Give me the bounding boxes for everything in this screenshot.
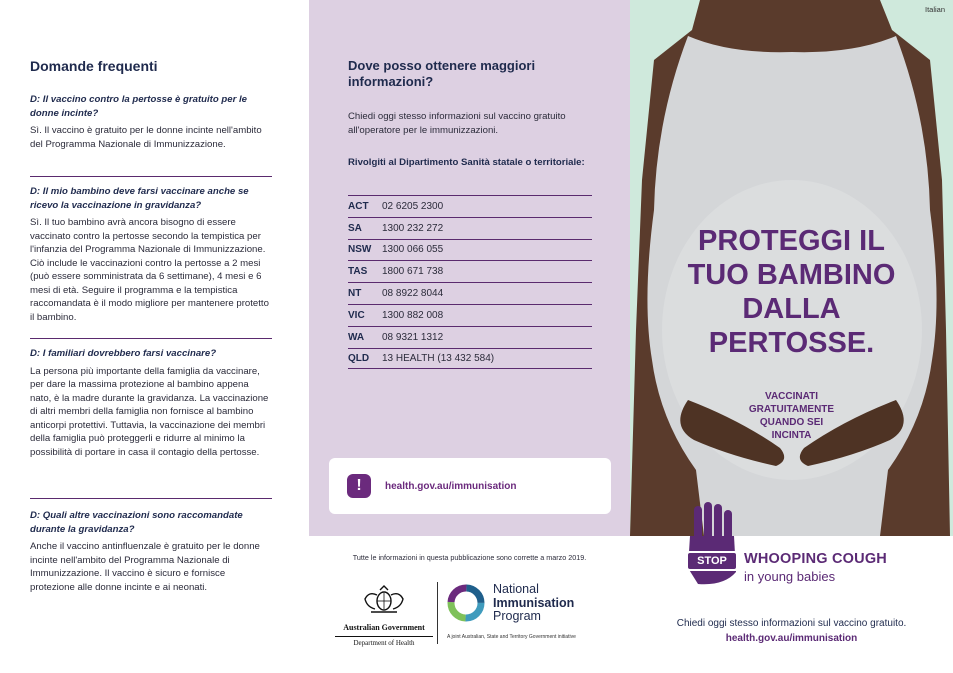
state-code: ACT: [348, 200, 369, 212]
state-row: [348, 217, 592, 239]
state-row: [348, 195, 592, 217]
state-row: [348, 348, 592, 370]
headline-line: PERTOSSE.: [708, 327, 875, 359]
language-label: Italian: [924, 5, 945, 14]
faq-question: D: I familiari dovrebbero farsi vaccinare?: [30, 348, 217, 359]
nip-line: Immunisation: [493, 595, 575, 610]
state-phone: 1300 882 008: [382, 309, 444, 321]
accuracy-note: Tutte le informazioni in questa pubblicazione sono corrette a marzo 2019.: [352, 553, 587, 562]
info-title: Dove posso ottenere maggiori informazioni?: [348, 58, 536, 89]
headline: [630, 224, 953, 360]
faq-divider: [30, 338, 272, 339]
coat-of-arms-icon: [361, 585, 407, 615]
faq-item: [30, 509, 272, 594]
info-panel: [309, 0, 630, 673]
subheadline-line: INCINTA: [771, 430, 812, 441]
nip-line: National: [493, 582, 539, 596]
state-code: SA: [348, 222, 362, 234]
state-code: TAS: [348, 266, 368, 278]
faq-answer: Sì. Il tuo bambino avrà ancora bisogno di essere vaccinato contro la pertosse secondo la tempistica per l'infanzia del Programma Nazionale di Immunizzazione. Ciò include le vaccinazioni contro la pertosse a 2 mesi (può essere somministrata da 6 settimane), 4 mesi e 6 mesi di età. Seguire il programma e la tempistica raccomandata è il modo migliore per mantenere protetto il bambino.: [30, 217, 269, 323]
info-contact-heading: Rivolgiti al Dipartimento Sanità statale o territoriale:: [348, 157, 585, 168]
nip-joint-initiative: A joint Australian, State and Territory Government initiative: [447, 634, 576, 640]
faq-item: [30, 93, 272, 151]
state-row: [348, 282, 592, 304]
faq-answer: La persona più importante della famiglia da vaccinare, per dare la massima protezione al bambino appena nato, è la madre durante la gravidanza. La vaccinazione di altri membri della famiglia non fornisce al bambino anticorpi protettivi. Tuttavia, la vaccinazione dei membri della famiglia può proteggerli e ridurre al minimo la possibilità di portare in casa il contagio della pertosse.: [30, 365, 269, 458]
state-code: NT: [348, 288, 362, 300]
state-code: QLD: [348, 352, 370, 364]
state-row: [348, 260, 592, 282]
state-phone: 1800 671 738: [382, 266, 444, 278]
government-name: Australian Government: [343, 623, 425, 632]
state-phone: 02 6205 2300: [382, 200, 444, 212]
alert-icon: !: [347, 474, 371, 498]
faq-question: D: Il mio bambino deve farsi vaccinare anche se ricevo la vaccinazione in gravidanza?: [30, 186, 249, 211]
footer-ask: Chiedi oggi stesso informazioni sul vaccino gratuito.: [676, 618, 907, 629]
faq-question: D: Il vaccino contro la pertosse è gratuito per le donne incinte?: [30, 94, 247, 119]
nip-ring-icon: [446, 583, 486, 623]
cover-photo: [630, 0, 953, 536]
headline-line: TUO BAMBINO: [687, 259, 896, 291]
faq-title: Domande frequenti: [30, 58, 158, 74]
faq-question: D: Quali altre vaccinazioni sono raccomandate durante la gravidanza?: [30, 510, 243, 535]
subheadline-line: GRATUITAMENTE: [748, 404, 835, 415]
faq-item: [30, 185, 272, 324]
state-row: [348, 239, 592, 261]
nip-logo-text: [493, 583, 574, 624]
subheadline-line: QUANDO SEI: [759, 417, 824, 428]
stop-hand-icon: [684, 502, 740, 586]
state-phone: 13 HEALTH (13 432 584): [382, 352, 495, 364]
faq-panel: [0, 0, 309, 673]
state-code: VIC: [348, 309, 365, 321]
state-phone: 1300 232 272: [382, 222, 444, 234]
state-code: WA: [348, 331, 365, 343]
headline-line: PROTEGGI IL: [698, 225, 885, 257]
website-link[interactable]: health.gov.au/immunisation: [385, 480, 517, 492]
headline-line: DALLA: [742, 293, 841, 325]
faq-item: [30, 347, 272, 459]
faq-divider: [30, 498, 272, 499]
state-phone: 1300 066 055: [382, 244, 444, 256]
subheadline: [630, 390, 953, 442]
info-intro: Chiedi oggi stesso informazioni sul vaccino gratuito all'operatore per le immunizzazioni.: [348, 111, 566, 136]
state-row: [348, 326, 592, 348]
state-row: [348, 304, 592, 326]
nip-line: Program: [493, 609, 541, 623]
state-phone: 08 9321 1312: [382, 331, 444, 343]
campaign-title: WHOOPING COUGH: [744, 551, 887, 567]
faq-divider: [30, 176, 272, 177]
state-phone: 08 8922 8044: [382, 288, 444, 300]
department-name: Department of Health: [335, 636, 433, 647]
faq-answer: Sì. Il vaccino è gratuito per le donne incinte nell'ambito del Programma Nazionale di Immunizzazione.: [30, 125, 262, 150]
footer-website-link[interactable]: health.gov.au/immunisation: [725, 633, 858, 644]
faq-answer: Anche il vaccino antinfluenzale è gratuito per le donne incinte nell'ambito del Programma Nazionale di Immunizzazione. Il vaccino è sicuro e fornisce protezione alle donne incinte e ai neonati.: [30, 541, 260, 593]
state-contacts-table: [348, 195, 592, 369]
stop-label: STOP: [697, 555, 727, 567]
subheadline-line: VACCINATI: [765, 391, 818, 402]
cover-panel: [630, 0, 953, 673]
australian-government-logo: [335, 585, 433, 647]
logo-divider: [437, 582, 438, 644]
campaign-subtitle: in young babies: [744, 569, 836, 584]
website-link-card[interactable]: [329, 458, 611, 514]
state-code: NSW: [348, 244, 372, 256]
